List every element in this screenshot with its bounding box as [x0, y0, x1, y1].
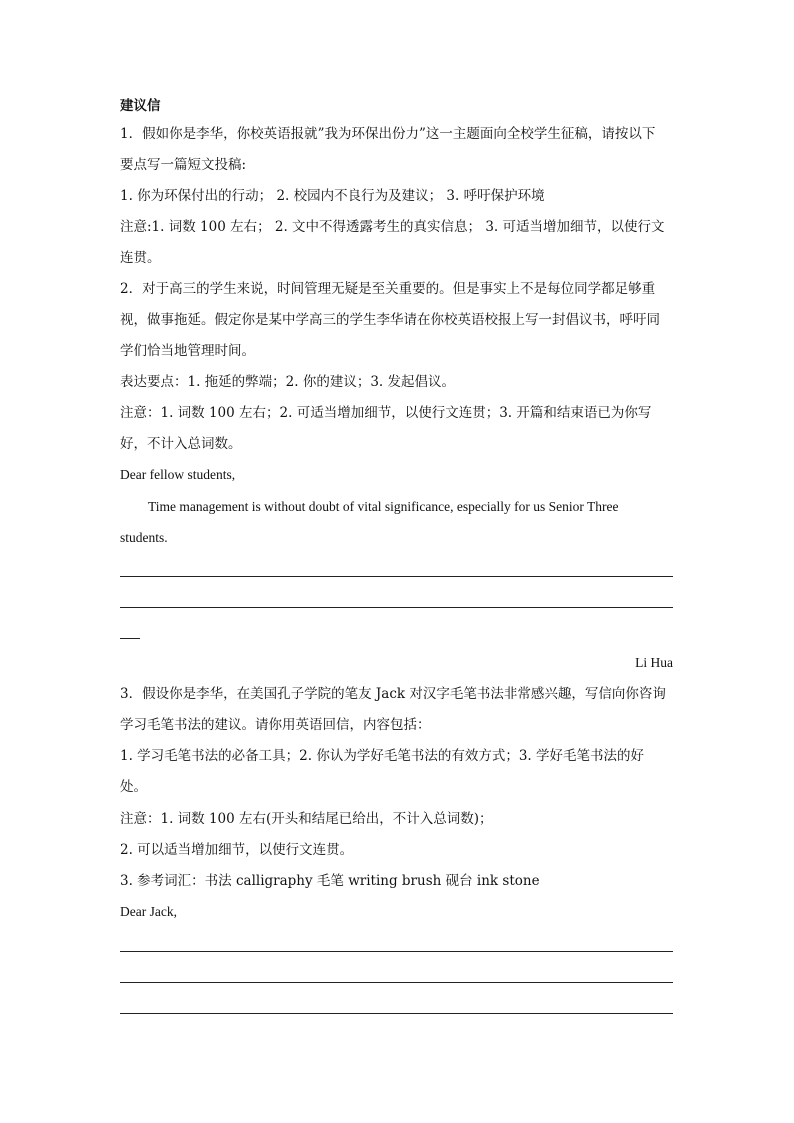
- q1-prompt-line-2: 要点写一篇短文投稿:: [120, 157, 247, 173]
- answer-line: [120, 576, 673, 577]
- q3-letter-greeting: Dear Jack,: [120, 904, 177, 919]
- q2-letter-greeting: Dear fellow students,: [120, 467, 236, 482]
- q2-letter-body-line-1: Time management is without doubt of vital significance, especially for us Senior Three: [148, 499, 619, 514]
- q3-vocabulary: 3. 参考词汇：书法 calligraphy 毛笔 writing brush 砚台 ink stone: [120, 873, 540, 889]
- q1-note-line-2: 连贯。: [120, 250, 161, 266]
- q2-note-line-1: 注意：1. 词数 100 左右；2. 可适当增加细节，以使行文连贯；3. 开篇和结束语已为你写: [120, 405, 652, 421]
- answer-line: [120, 607, 673, 608]
- answer-line-end: [120, 638, 140, 639]
- q2-prompt-line-3: 学们恰当地管理时间。: [120, 343, 255, 359]
- q3-points-line-1: 1. 学习毛笔书法的必备工具；2. 你认为学好毛笔书法的有效方式；3. 学好毛笔书法的好: [120, 748, 645, 764]
- q3-points-line-2: 处。: [120, 779, 147, 795]
- q3-prompt-line-2: 学习毛笔书法的建议。请你用英语回信，内容包括：: [120, 717, 431, 733]
- q2-signature: Li Hua: [635, 655, 673, 670]
- q2-points: 表达要点：1. 拖延的弊端；2. 你的建议；3. 发起倡议。: [120, 374, 456, 390]
- q1-prompt-line-1: 1．假如你是李华，你校英语报就”我为环保出份力”这一主题面向全校学生征稿，请按以下: [120, 126, 656, 142]
- q2-note-line-2: 好，不计入总词数。: [120, 436, 242, 452]
- q1-note-line-1: 注意:1. 词数 100 左右； 2. 文中不得透露考生的真实信息； 3. 可适当增加细节，以使行文: [120, 219, 665, 235]
- answer-line: [120, 1013, 673, 1014]
- q3-note-line-1: 注意：1. 词数 100 左右(开头和结尾已给出，不计入总词数)；: [120, 811, 493, 827]
- section-heading: 建议信: [120, 98, 161, 114]
- answer-line: [120, 951, 673, 952]
- q2-letter-body-line-2: students.: [120, 530, 168, 545]
- q3-note-line-2: 2. 可以适当增加细节，以使行文连贯。: [120, 842, 354, 858]
- q1-points: 1. 你为环保付出的行动； 2. 校园内不良行为及建议； 3. 呼吁保护环境: [120, 188, 545, 204]
- q3-prompt-line-1: 3．假设你是李华，在美国孔子学院的笔友 Jack 对汉字毛笔书法非常感兴趣，写信向你咨询: [120, 686, 666, 702]
- answer-line: [120, 982, 673, 983]
- q2-prompt-line-2: 视，做事拖延。假定你是某中学高三的学生李华请在你校英语校报上写一封倡议书，呼吁同: [120, 312, 660, 328]
- q2-prompt-line-1: 2．对于高三的学生来说，时间管理无疑是至关重要的。但是事实上不是每位同学都足够重: [120, 281, 656, 297]
